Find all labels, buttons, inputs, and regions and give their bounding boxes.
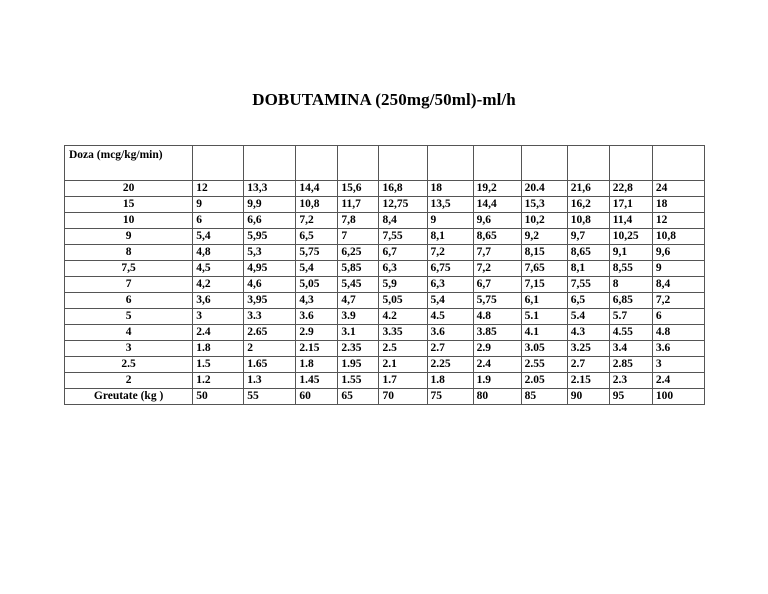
rate-cell: 9 — [652, 261, 704, 277]
rate-cell: 5,4 — [427, 293, 473, 309]
dose-cell: 10 — [65, 213, 193, 229]
header-empty-cell — [567, 146, 609, 181]
header-empty-cell — [193, 146, 244, 181]
rate-cell: 2.15 — [296, 341, 338, 357]
rate-cell: 7,2 — [296, 213, 338, 229]
rate-cell: 7,7 — [473, 245, 521, 261]
table-row — [65, 309, 705, 325]
table-row — [65, 181, 705, 197]
rate-cell: 1.7 — [379, 373, 427, 389]
dose-cell: 7,5 — [65, 261, 193, 277]
rate-cell: 3,95 — [244, 293, 296, 309]
rate-cell: 10,25 — [609, 229, 652, 245]
rate-cell: 5.4 — [567, 309, 609, 325]
rate-cell: 2 — [244, 341, 296, 357]
rate-cell: 8,1 — [427, 229, 473, 245]
rate-cell: 3.6 — [427, 325, 473, 341]
rate-cell: 5.7 — [609, 309, 652, 325]
dose-cell: 2.5 — [65, 357, 193, 373]
rate-cell: 5,9 — [379, 277, 427, 293]
header-empty-cell — [379, 146, 427, 181]
rate-cell: 2.05 — [521, 373, 567, 389]
weight-cell: 85 — [521, 389, 567, 405]
weight-cell: 100 — [652, 389, 704, 405]
rate-cell: 1.8 — [427, 373, 473, 389]
rate-cell: 3,6 — [193, 293, 244, 309]
rate-cell: 6,5 — [296, 229, 338, 245]
rate-cell: 2.55 — [521, 357, 567, 373]
rate-cell: 9,9 — [244, 197, 296, 213]
rate-cell: 5.1 — [521, 309, 567, 325]
page-title: DOBUTAMINA (250mg/50ml)-ml/h — [252, 90, 516, 109]
rate-cell: 16,8 — [379, 181, 427, 197]
rate-cell: 7,55 — [567, 277, 609, 293]
dose-cell: 5 — [65, 309, 193, 325]
rate-cell: 4,8 — [193, 245, 244, 261]
rate-cell: 2.3 — [609, 373, 652, 389]
dose-cell: 20 — [65, 181, 193, 197]
rate-cell: 10,2 — [521, 213, 567, 229]
rate-cell: 3.3 — [244, 309, 296, 325]
dose-cell: 9 — [65, 229, 193, 245]
rate-cell: 4.3 — [567, 325, 609, 341]
rate-cell: 1.55 — [338, 373, 379, 389]
rate-cell: 3.1 — [338, 325, 379, 341]
header-empty-cell — [521, 146, 567, 181]
weight-cell: 65 — [338, 389, 379, 405]
table-row — [65, 229, 705, 245]
rate-cell: 9,6 — [652, 245, 704, 261]
rate-cell: 12 — [652, 213, 704, 229]
rate-cell: 4.8 — [473, 309, 521, 325]
rate-cell: 15,3 — [521, 197, 567, 213]
rate-cell: 8 — [609, 277, 652, 293]
rate-cell: 13,3 — [244, 181, 296, 197]
rate-cell: 3 — [652, 357, 704, 373]
rate-cell: 8,4 — [652, 277, 704, 293]
header-empty-cell — [609, 146, 652, 181]
rate-cell: 7,55 — [379, 229, 427, 245]
table-row — [65, 197, 705, 213]
header-empty-cell — [338, 146, 379, 181]
rate-cell: 8,4 — [379, 213, 427, 229]
rate-cell: 11,4 — [609, 213, 652, 229]
rate-cell: 24 — [652, 181, 704, 197]
header-empty-cell — [427, 146, 473, 181]
rate-cell: 5,75 — [473, 293, 521, 309]
rate-cell: 3.35 — [379, 325, 427, 341]
dose-cell: 8 — [65, 245, 193, 261]
table-row — [65, 245, 705, 261]
rate-cell: 3.85 — [473, 325, 521, 341]
rate-cell: 2.4 — [652, 373, 704, 389]
table-row — [65, 357, 705, 373]
rate-cell: 18 — [427, 181, 473, 197]
dosage-table-body — [65, 146, 705, 405]
rate-cell: 8,65 — [567, 245, 609, 261]
rate-cell: 5,4 — [296, 261, 338, 277]
rate-cell: 2.25 — [427, 357, 473, 373]
weight-cell: 60 — [296, 389, 338, 405]
rate-cell: 6,25 — [338, 245, 379, 261]
weight-cell: 80 — [473, 389, 521, 405]
rate-cell: 8,1 — [567, 261, 609, 277]
rate-cell: 9,1 — [609, 245, 652, 261]
weight-cell: 50 — [193, 389, 244, 405]
rate-cell: 2.15 — [567, 373, 609, 389]
rate-cell: 17,1 — [609, 197, 652, 213]
table-row — [65, 341, 705, 357]
rate-cell: 14,4 — [296, 181, 338, 197]
rate-cell: 1.5 — [193, 357, 244, 373]
rate-cell: 2.4 — [473, 357, 521, 373]
rate-cell: 15,6 — [338, 181, 379, 197]
rate-cell: 4.1 — [521, 325, 567, 341]
rate-cell: 6,7 — [379, 245, 427, 261]
rate-cell: 5,4 — [193, 229, 244, 245]
rate-cell: 13,5 — [427, 197, 473, 213]
rate-cell: 3.05 — [521, 341, 567, 357]
rate-cell: 6 — [652, 309, 704, 325]
rate-cell: 12,75 — [379, 197, 427, 213]
rate-cell: 10,8 — [567, 213, 609, 229]
rate-cell: 1.65 — [244, 357, 296, 373]
weight-row-label: Greutate (kg ) — [65, 389, 193, 405]
table-row — [65, 293, 705, 309]
rate-cell: 2.85 — [609, 357, 652, 373]
rate-cell: 1.3 — [244, 373, 296, 389]
rate-cell: 9,2 — [521, 229, 567, 245]
rate-cell: 1.8 — [296, 357, 338, 373]
rate-cell: 5,05 — [379, 293, 427, 309]
rate-cell: 10,8 — [296, 197, 338, 213]
rate-cell: 2.9 — [473, 341, 521, 357]
rate-cell: 2.4 — [193, 325, 244, 341]
dose-cell: 2 — [65, 373, 193, 389]
dosage-table — [64, 145, 705, 405]
rate-cell: 11,7 — [338, 197, 379, 213]
rate-cell: 4,5 — [193, 261, 244, 277]
rate-cell: 18 — [652, 197, 704, 213]
rate-cell: 22,8 — [609, 181, 652, 197]
rate-cell: 3.4 — [609, 341, 652, 357]
rate-cell: 6,75 — [427, 261, 473, 277]
rate-cell: 2.5 — [379, 341, 427, 357]
rate-cell: 4.55 — [609, 325, 652, 341]
rate-cell: 8,15 — [521, 245, 567, 261]
rate-cell: 16,2 — [567, 197, 609, 213]
rate-cell: 10,8 — [652, 229, 704, 245]
rate-cell: 7,15 — [521, 277, 567, 293]
weight-cell: 70 — [379, 389, 427, 405]
rate-cell: 3.9 — [338, 309, 379, 325]
weight-cell: 55 — [244, 389, 296, 405]
table-header-row — [65, 146, 705, 181]
rate-cell: 9,6 — [473, 213, 521, 229]
dose-cell: 3 — [65, 341, 193, 357]
rate-cell: 7,2 — [427, 245, 473, 261]
rate-cell: 5,95 — [244, 229, 296, 245]
dose-cell: 6 — [65, 293, 193, 309]
table-row — [65, 373, 705, 389]
rate-cell: 1.8 — [193, 341, 244, 357]
rate-cell: 4,95 — [244, 261, 296, 277]
header-empty-cell — [652, 146, 704, 181]
rate-cell: 6,3 — [427, 277, 473, 293]
rate-cell: 4,3 — [296, 293, 338, 309]
rate-cell: 8,55 — [609, 261, 652, 277]
weight-cell: 75 — [427, 389, 473, 405]
rate-cell: 6 — [193, 213, 244, 229]
rate-cell: 3.6 — [652, 341, 704, 357]
rate-cell: 2.7 — [567, 357, 609, 373]
rate-cell: 5,3 — [244, 245, 296, 261]
rate-cell: 9,7 — [567, 229, 609, 245]
rate-cell: 1.9 — [473, 373, 521, 389]
rate-cell: 2.9 — [296, 325, 338, 341]
table-row — [65, 277, 705, 293]
rate-cell: 5,05 — [296, 277, 338, 293]
rate-cell: 4.5 — [427, 309, 473, 325]
rate-cell: 2.7 — [427, 341, 473, 357]
rate-cell: 4,2 — [193, 277, 244, 293]
rate-cell: 2.1 — [379, 357, 427, 373]
rate-cell: 9 — [193, 197, 244, 213]
rate-cell: 1.45 — [296, 373, 338, 389]
dose-column-header: Doza (mcg/kg/min) — [65, 146, 193, 181]
rate-cell: 7,8 — [338, 213, 379, 229]
rate-cell: 7,65 — [521, 261, 567, 277]
rate-cell: 4.8 — [652, 325, 704, 341]
rate-cell: 3 — [193, 309, 244, 325]
header-empty-cell — [473, 146, 521, 181]
rate-cell: 2.65 — [244, 325, 296, 341]
rate-cell: 4,6 — [244, 277, 296, 293]
rate-cell: 7 — [338, 229, 379, 245]
rate-cell: 6,1 — [521, 293, 567, 309]
header-empty-cell — [296, 146, 338, 181]
rate-cell: 7,2 — [473, 261, 521, 277]
dose-cell: 7 — [65, 277, 193, 293]
rate-cell: 6,5 — [567, 293, 609, 309]
rate-cell: 1.95 — [338, 357, 379, 373]
rate-cell: 2.35 — [338, 341, 379, 357]
rate-cell: 4,7 — [338, 293, 379, 309]
rate-cell: 21,6 — [567, 181, 609, 197]
rate-cell: 1.2 — [193, 373, 244, 389]
rate-cell: 6,6 — [244, 213, 296, 229]
rate-cell: 8,65 — [473, 229, 521, 245]
rate-cell: 6,7 — [473, 277, 521, 293]
weight-cell: 90 — [567, 389, 609, 405]
dose-cell: 15 — [65, 197, 193, 213]
rate-cell: 5,85 — [338, 261, 379, 277]
header-empty-cell — [244, 146, 296, 181]
rate-cell: 3.6 — [296, 309, 338, 325]
weight-cell: 95 — [609, 389, 652, 405]
rate-cell: 6,3 — [379, 261, 427, 277]
weight-row — [65, 389, 705, 405]
rate-cell: 6,85 — [609, 293, 652, 309]
rate-cell: 20.4 — [521, 181, 567, 197]
rate-cell: 14,4 — [473, 197, 521, 213]
rate-cell: 19,2 — [473, 181, 521, 197]
rate-cell: 4.2 — [379, 309, 427, 325]
rate-cell: 12 — [193, 181, 244, 197]
table-row — [65, 261, 705, 277]
dose-cell: 4 — [65, 325, 193, 341]
table-row — [65, 213, 705, 229]
rate-cell: 7,2 — [652, 293, 704, 309]
rate-cell: 9 — [427, 213, 473, 229]
rate-cell: 5,75 — [296, 245, 338, 261]
rate-cell: 3.25 — [567, 341, 609, 357]
rate-cell: 5,45 — [338, 277, 379, 293]
table-row — [65, 325, 705, 341]
